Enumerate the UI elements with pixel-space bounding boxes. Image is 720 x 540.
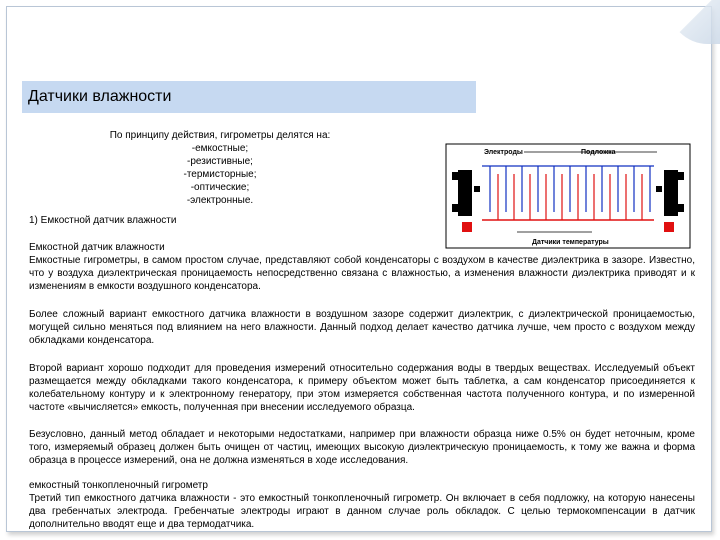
temp-sensor-left (462, 222, 472, 232)
comb-electrodes (490, 166, 650, 220)
paragraph-drawbacks (29, 428, 695, 467)
paragraph-text: Безусловно, данный метод обладает и некоторыми недостатками, например при влажности образца ниже 0.5% он будет неточным, кроме того, измеряемый образец должен быть очищен от частиц, имеющих высокую диэлектрическую проницаемость, к тому же важна и форма образца в процессе измерений, она не должна изменяться в ходе исследования. (29, 429, 695, 466)
paragraph-text: Третий тип емкостного датчика влажности - это емкостный тонкопленочный гигрометр. Он включает в себя подложку, на которую нанесены два гребенчатых электрода. Гребенчатые электроды играют в данном случае роль обкладок. С целью термокомпенсации в датчик дополнительно вводят еще и два термодатчика. (29, 493, 695, 530)
right-tab-top (678, 172, 684, 180)
left-pad (458, 170, 472, 216)
section-heading: 1) Емкостной датчик влажности (29, 215, 177, 226)
classification-intro: По принципу действия, гигрометры делятся на: (109, 130, 331, 141)
left-tab-top (452, 172, 458, 180)
substrate-label: Подложка (581, 149, 616, 156)
paragraph-capacitive (29, 241, 695, 293)
temp-sensor-right (664, 222, 674, 232)
classification-item: -резистивные; (187, 156, 253, 167)
classification-item: -емкостные; (191, 143, 249, 154)
electrodes-label: Электроды (484, 149, 523, 156)
right-tab-bottom (678, 204, 684, 212)
temp-sensors-label: Датчики температуры (532, 239, 609, 246)
classification-item: -оптические; (190, 182, 250, 193)
paragraph-dielectric (29, 308, 695, 347)
classification-item: -термисторные; (183, 169, 257, 180)
paragraph-text: Второй вариант хорошо подходит для проведения измерений относительно содержания воды в твердых веществах. Исследуемый объект размещается между обкладками такого конденсатора, к примеру объектом может быть таблетка, а сам конденсатор присоединяется к колебательному контуру и к электронному генератору, при этом измеряется собственная частота полученного контура, и по измеренной частоте «вычисляется» емкость, полученная при внесении исследуемого образца. (29, 363, 695, 413)
sensor-diagram (442, 140, 694, 252)
title-bar (22, 81, 476, 113)
right-pad (664, 170, 678, 216)
left-tab-bottom (452, 204, 458, 212)
paragraph-text: Более сложный вариант емкостного датчика влажности в воздушном зазоре содержит диэлектрик, с диэлектрической проницаемостью, могущей сильно меняться под влиянием на него влажности. Данный подход делает качество датчика лучше, чем просто с воздухом между обкладками конденсатора. (29, 309, 695, 346)
contact-right (656, 186, 662, 192)
paragraph-solid-moisture (29, 362, 695, 414)
contact-left (474, 186, 480, 192)
page-title: Датчики влажности (28, 88, 172, 105)
paragraph-heading: емкостный тонкопленочный гигрометр (29, 480, 208, 491)
paragraph-heading: Емкостной датчик влажности (29, 242, 165, 253)
classification-list (70, 129, 370, 207)
paragraph-thin-film (29, 479, 695, 531)
paragraph-text: Емкостные гигрометры, в самом простом случае, представляют собой конденсаторы с воздухом в качестве диэлектрика в зазоре. Известно, что у воздуха диэлектрическая проницаемость непосредственно связана с влажностью, а изменения влажности диэлектрика приводят и к изменениям в емкости воздушного конденсатора. (29, 255, 695, 292)
classification-item: -электронные. (186, 195, 254, 206)
